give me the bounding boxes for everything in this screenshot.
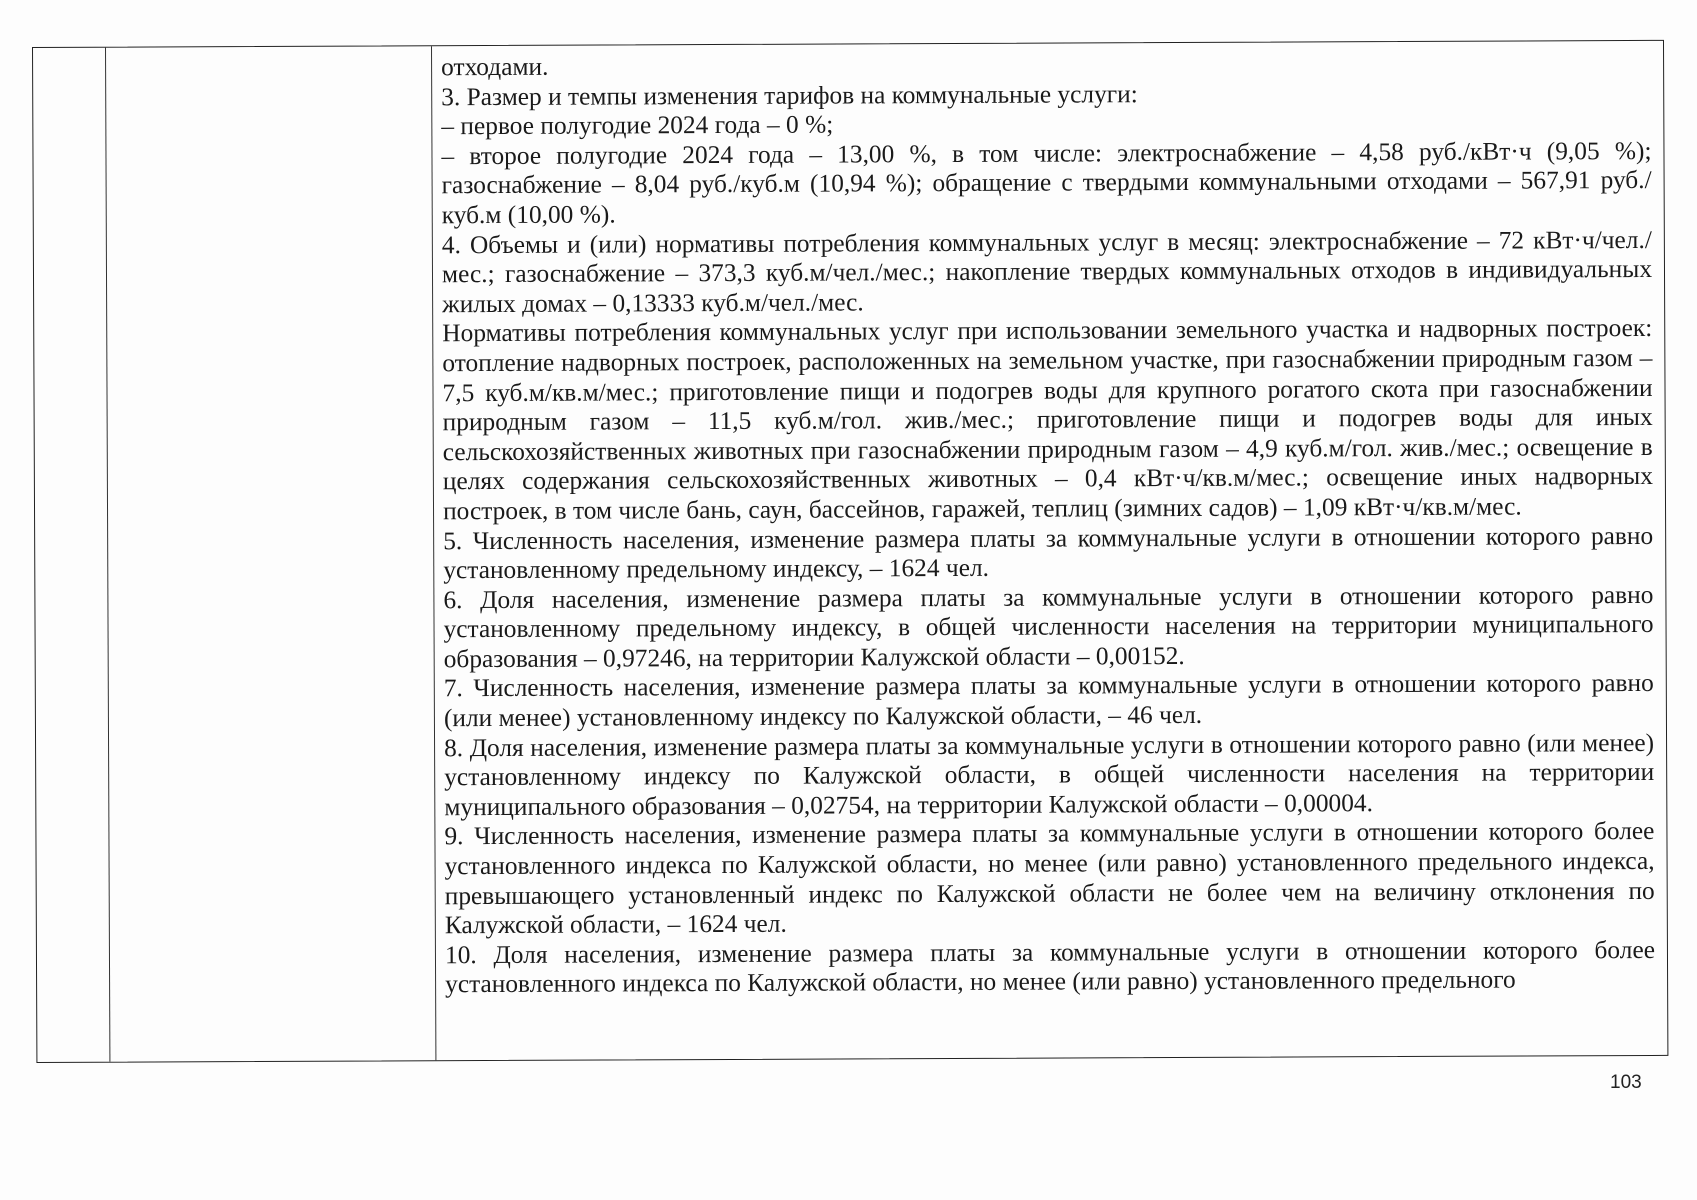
column-divider-2 [431,46,436,1060]
paragraph: 10. Доля населения, изменение размера платы за коммунальные услуги в отношении которого более установленного индекса по Калужской области, но менее (или равно) установленного предельного [444,935,1656,999]
paragraph: 5. Численность населения, изменение размера платы за коммунальные услуги в отношении которого равно установленному предельному индексу, – 1624 чел. [443,521,1654,585]
paragraph: 9. Численность населения, изменение размера платы за коммунальные услуги в отношении которого более установленного индекса по Калужской области, но менее (или равно) установленного предельного индекса, превышающего установленный индекс по Калужской области не более чем на величину отклонения по Калужской области, – 1624 чел. [444,817,1655,940]
paragraph: 6. Доля населения, изменение размера платы за коммунальные услуги в отношении которого равно установленному предельному индексу, в общей численности населения на территории муниципального образования – 0,97246, на территории Калужской области – 0,00152. [443,580,1654,674]
paragraph: Нормативы потребления коммунальных услуг при использовании земельного участка и надворных построек: отопление надворных построек, расположенных на земельном участке, при газоснабжении природным газом – 7,5 куб.м/кв.м/мес.; приготовление пищи и подогрев воды для крупного рогатого скота при газоснабжении природным газом – 11,5 куб.м/гол. жив./мес.; приготовление пищи и подогрев воды для иных сельскохозяйственных животных при газоснабжении природным газом – 4,9 куб.м/гол. жив./мес.; освещение в целях содержания сельскохозяйственных животных – 0,4 кВт·ч/кв.м/мес.; освещение иных надворных построек, в том числе бань, саун, бассейнов, гаражей, теплиц (зимних садов) – 1,09 кВт·ч/кв.м/мес. [442,314,1653,526]
table-cell-text [441,48,1655,1000]
paragraph: – первое полугодие 2024 года – 0 %; [441,110,834,141]
paragraph: 7. Численность населения, изменение размера платы за коммунальные услуги в отношении которого равно (или менее) установленному индексу по Калужской области, – 46 чел. [443,669,1654,733]
paragraph: 8. Доля населения, изменение размера платы за коммунальные услуги в отношении которого равно (или менее) установленному индексу по Калужской области, в общей численности населения на территории муниципального образования – 0,02754, на территории Калужской области – 0,00004. [444,728,1655,822]
paragraph: 3. Размер и темпы изменения тарифов на коммунальные услуги: [441,79,1138,111]
paragraph: – второе полугодие 2024 года – 13,00 %, в том числе: электроснабжение – 4,58 руб./кВт·ч (9,05 %); газоснабжение – 8,04 руб./куб.м (10,94 %); обращение с твердыми коммунальными отходами – 567,91 руб./куб.м (10,00 %). [441,136,1652,230]
document-table [32,40,1668,1063]
page-number: 103 [1610,1072,1642,1093]
paragraph: отходами. [441,52,549,82]
paragraph: 4. Объемы и (или) нормативы потребления коммунальных услуг в месяц: электроснабжение – 72 кВт·ч/чел./мес.; газоснабжение – 373,3 куб.м/чел./мес.; накопление твердых коммунальных отходов в индивидуальных жилых домах – 0,13333 куб.м/чел./мес. [441,225,1653,318]
column-divider-1 [105,48,110,1062]
